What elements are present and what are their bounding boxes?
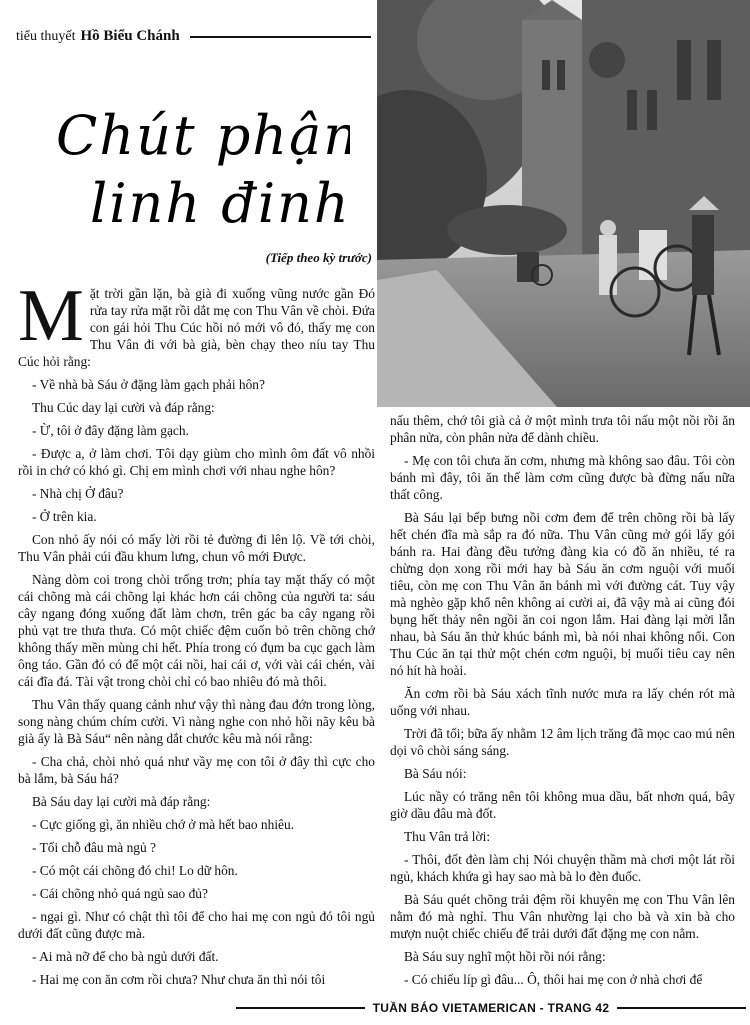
paragraph: - ngại gì. Như có chật thì tôi để cho hai mẹ con ngủ đó tôi ngủ dưới đất cũng được mà. <box>18 909 375 941</box>
page-footer <box>236 1001 746 1015</box>
paragraph: Thu Vân thấy quang cảnh như vậy thì nàng đau đớn trong lòng, song nàng chúm chím cười. Vì nàng nghe con nhỏ hồi nãy kêu bà già ấy là Bà Sáu“ nên nàng dắt chước kêu mà nói rằng: <box>18 697 375 746</box>
continued-note: (Tiếp theo kỳ trước) <box>265 250 372 265</box>
paragraph-continued: nấu thêm, chớ tôi già cả ở một mình trưa tôi nấu một nồi rồi ăn phân nửa, còn phân nửa để dành chiều. <box>390 413 735 445</box>
paragraph: Con nhỏ ấy nói có mấy lời rồi tẻ đường đi lên lộ. Về tới chòi, Thu Vân phải cúi đầu khum lưng, chun vô mới Được. <box>18 532 375 564</box>
paragraph: - Ở trên kia. <box>32 509 97 524</box>
script-title-art <box>50 92 350 242</box>
paragraph: Nàng dòm coi trong chòi trống trơn; phía tay mặt thấy có một cái chõng mà cái chõng lại khác hơn cái chõng của người ta: sáu cây ngang đóng xuống đất làm chơn, trên gác ba cây ngang rồi phủ vạt tre thưa thưa. Có một chiếc đệm cuốn bỏ trên chõng chớ không thấy mền mùng chi hết. Phía trong có đụm ba cục gạch làm ông táo. Gần đó có để một cái nồi, hai cái ơ, với vài cái chén, vài cái đĩa đá. Tài vật trong chòi chỉ có bao nhiêu đó mà thôi. <box>18 572 375 689</box>
opening-paragraph <box>18 275 375 370</box>
paragraph: Bà Sáu quét chõng trải đệm rồi khuyên mẹ con Thu Vân lên nằm đó mà nghỉ. Thu Vân nhường lại cho bà và xin bà cho mượn nuột chiếc chiếu để trải dưới đất đặng mẹ con nằm. <box>390 892 735 941</box>
paragraph: Thu Cúc day lại cười và đáp rằng: <box>32 400 215 415</box>
street-photo <box>377 0 750 407</box>
header-rule <box>190 36 371 38</box>
paragraph: - Về nhà bà Sáu ở đặng làm gạch phải hôn? <box>32 377 265 392</box>
paragraph: - Có một cái chõng đó chi! Lo dữ hôn. <box>32 863 238 878</box>
paragraph: - Ừ, tôi ở đây đặng làm gạch. <box>32 423 189 438</box>
paragraph: - Hai mẹ con ăn cơm rồi chưa? Như chưa ăn thì nói tôi <box>32 972 326 987</box>
paragraph: - Có chiếu líp gì đâu... Ô, thôi hai mẹ con ở nhà chơi để <box>404 972 703 987</box>
cathedral-street-scene-image <box>377 0 750 407</box>
paragraph: Lúc nầy có trăng nên tôi không mua dầu, bất nhơn quá, bây giờ dầu đâu mà đốt. <box>390 789 735 821</box>
title-line-2: linh đinh <box>90 172 350 235</box>
paragraph: - Cái chõng nhỏ quá ngủ sao đủ? <box>32 886 208 901</box>
paragraph: Ăn cơm rồi bà Sáu xách tĩnh nước mưa ra lấy chén rót mà uống với nhau. <box>390 686 735 718</box>
story-title <box>50 92 350 242</box>
paragraph: - Cha chả, chòi nhỏ quá như vầy mẹ con tôi ở đây thì cực cho bà lắm, bà Sáu há? <box>18 754 375 786</box>
drop-cap: M <box>18 275 84 357</box>
paragraph: - Mẹ con tôi chưa ăn cơm, nhưng mà không sao đâu. Tôi còn bánh mì đây, tôi ăn thế làm cơm cũng được bà đừng nấu nữa thất công. <box>390 453 735 502</box>
paragraph: - Thôi, đốt đèn làm chị Nói chuyện thầm mà chơi một lát rồi ngủ, khách khứa gì hay sao mà bà lo đèn đuốc. <box>390 852 735 884</box>
footer-text: TUẦN BÁO VIETAMERICAN - TRANG 42 <box>372 1001 610 1015</box>
footer-rule-left <box>236 1007 365 1009</box>
text-column-right <box>390 412 735 994</box>
genre-label: tiểu thuyết <box>16 28 76 44</box>
opening-text: ặt trời gần lặn, bà già đi xuống vũng nước gần Đó rửa tay rửa mặt rồi dắt mẹ con Thu Vân về chòi. Đứa con gái hỏi Thu Cúc hồi nó mới vô đó, thấy mẹ con Thu Vân đi với bà già, bèn chạy theo níu tay Thu Cúc hỏi rằng: <box>18 286 375 369</box>
paragraph: - Nhà chị Ở đâu? <box>32 486 124 501</box>
paragraph: Bà Sáu nói: <box>404 766 467 781</box>
title-line-1: Chút phận <box>56 104 350 167</box>
footer-rule-right <box>617 1007 746 1009</box>
paragraph: - Cực giống gì, ăn nhiều chớ ở mà hết bao nhiêu. <box>32 817 295 832</box>
paragraph: Thu Vân trả lời: <box>404 829 491 844</box>
author-name: Hồ Biểu Chánh <box>80 28 180 44</box>
paragraph: Bà Sáu lại bếp bưng nồi cơm đem để trên chõng rồi bà lấy hết chén đĩa mà sắp ra đó nữa. Thu Vân cũng mở gói lấy gói bánh ra. Hai đàng đều tưởng đàng kia có đồ ăn nhiều, té ra chừng dọn xong rồi mới hay bà Sáu ăn cơm nguội với muối tiêu, còn mẹ con Thu Vân ăn bánh mì với đường cát. Tuy vậy mà nghèo gặp khổ nên không ai cười ai, đã vậy mà ai cũng đói bụng hết thảy nên ngồi ăn coi ngon lắm. Hai đàng lại mời lẫn nhau, bà Sáu ăn thử khúc bánh mì, bà nói nhai không nổi. Con Thu Cúc ăn tại thử một chén cơm nguội, bị muối tiêu cay nên nó hít hà hoài. <box>390 510 735 678</box>
text-column-left <box>18 275 375 994</box>
paragraph: - Ai mà nỡ để cho bà ngủ dưới đất. <box>32 949 219 964</box>
paragraph: - Được a, ở làm chơi. Tôi dạy giùm cho mình ôm đất vô nhồi rồi in chớ có khó gì. Chị em mình chơi với nhau nghe hôn? <box>18 446 375 478</box>
paragraph: Trời đã tối; bữa ấy nhằm 12 âm lịch trăng đã mọc cao mú nên dọi vô chòi sáng sáng. <box>390 726 735 758</box>
paragraph: Bà Sáu suy nghĩ một hồi rồi nói rằng: <box>404 949 606 964</box>
paragraph: - Tối chỗ đâu mà ngủ ? <box>32 840 156 855</box>
header-kicker <box>16 28 371 45</box>
paragraph: Bà Sáu day lại cười mà đáp rằng: <box>32 794 211 809</box>
